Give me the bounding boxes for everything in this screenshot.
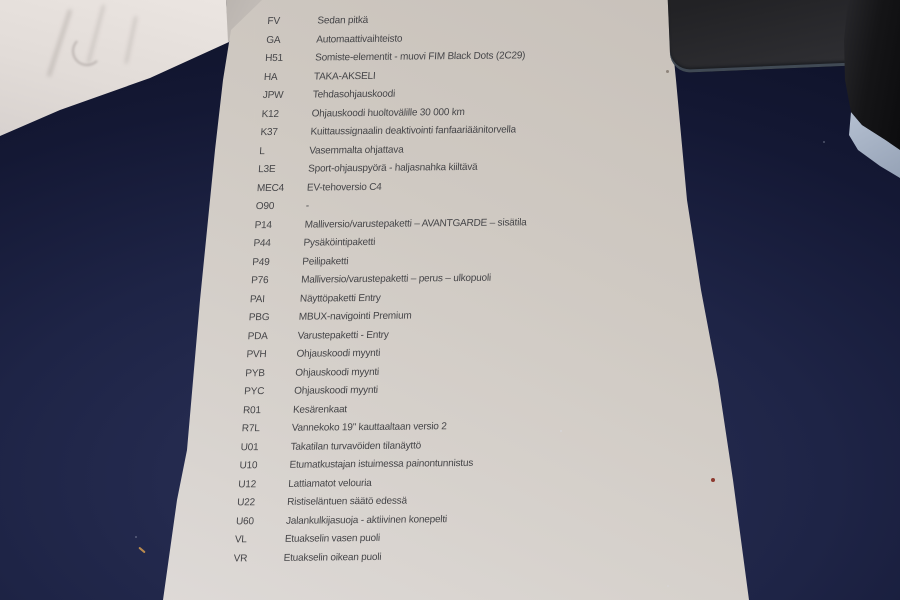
option-description: Ohjauskoodi huoltovälille 30 000 km: [311, 106, 466, 120]
option-code: U10: [239, 460, 258, 472]
option-code: P76: [250, 275, 269, 287]
option-code: GA: [265, 34, 281, 46]
option-description: Ristiseläntuen säätö edessä: [286, 495, 408, 508]
option-code: R7L: [241, 423, 260, 435]
desk-fleck: [138, 547, 145, 554]
dust-speck: [667, 585, 669, 587]
option-description: Näyttöpaketti Entry: [299, 292, 382, 305]
option-description: Lattiamatot velouria: [287, 477, 372, 490]
option-description: Kesärenkaat: [292, 403, 348, 416]
option-code: JPW: [262, 89, 284, 102]
option-description: Kuittaussignaalin deaktivointi fanfaariäänitorvella: [310, 124, 517, 138]
option-code: U12: [237, 478, 257, 490]
option-description: Ohjauskoodi myynti: [294, 366, 380, 379]
option-description: Malliversio/varustepaketti – AVANTGARDE – sisätila: [304, 216, 527, 231]
dust-speck: [560, 430, 562, 432]
option-description: Varustepaketti - Entry: [297, 329, 390, 342]
option-description: Malliversio/varustepaketti – perus – ulkopuoli: [300, 272, 492, 286]
option-description: Pysäköintipaketti: [303, 236, 376, 249]
option-code: VL: [234, 534, 248, 546]
option-code: VR: [233, 552, 248, 564]
option-code: O90: [255, 200, 275, 213]
dust-speck: [135, 536, 137, 538]
option-code: FV: [267, 15, 281, 28]
paper-crease-mark: [72, 36, 102, 66]
option-description: Vasemmalta ohjattava: [308, 144, 404, 157]
option-description: Etuakselin oikean puoli: [283, 551, 382, 564]
option-code: U22: [236, 497, 256, 509]
option-code: PVH: [246, 349, 267, 361]
option-description: Peilipaketti: [301, 255, 349, 268]
option-code: MEC4: [256, 182, 285, 194]
show-through-mark: [125, 16, 137, 63]
option-description: Tehdasohjauskoodi: [312, 88, 396, 101]
dust-speck: [823, 141, 825, 143]
option-description: Vannekoko 19" kauttaaltaan versio 2: [291, 421, 447, 434]
option-description: Sport-ohjauspyörä - haljasnahka kiiltävä: [307, 161, 478, 175]
option-description: EV-tehoversio C4: [306, 181, 382, 194]
option-code: P44: [253, 237, 272, 250]
option-description: MBUX-navigointi Premium: [298, 310, 412, 323]
option-description: Ohjauskoodi myynti: [293, 384, 379, 397]
option-code: HA: [263, 71, 278, 83]
option-code: PBG: [248, 311, 270, 324]
option-code: U01: [240, 441, 259, 453]
option-code: P49: [251, 256, 270, 268]
option-description: Sedan pitkä: [317, 14, 369, 27]
paper-speck: [666, 70, 669, 73]
option-description: Etumatkustajan istuimessa painontunnistus: [289, 457, 474, 471]
option-description: TAKA-AKSELI: [313, 70, 376, 83]
option-code: H51: [264, 52, 284, 65]
option-description: Ohjauskoodi myynti: [296, 347, 381, 360]
code-list: [233, 9, 688, 569]
option-description: Takatilan turvavöiden tilanäyttö: [290, 439, 422, 453]
option-code: U60: [235, 515, 255, 527]
option-code: K12: [261, 108, 280, 120]
option-code: L3E: [257, 163, 276, 176]
red-speck: [711, 478, 715, 482]
option-description: Etuakselin vasen puoli: [284, 532, 381, 545]
option-description: -: [305, 200, 310, 212]
option-code: PYC: [243, 386, 265, 398]
option-code: P14: [254, 219, 273, 231]
option-code: L: [258, 145, 266, 157]
option-code: K37: [260, 126, 279, 139]
option-code: PYB: [244, 367, 266, 379]
option-code: PAI: [249, 293, 266, 305]
option-description: Somiste-elementit - muovi FIM Black Dots (2C29): [314, 50, 526, 64]
option-description: Automaattivaihteisto: [315, 33, 403, 45]
show-through-mark: [47, 9, 71, 77]
option-description: Jalankulkijasuoja - aktiivinen konepelti: [285, 513, 448, 527]
option-code: R01: [242, 404, 262, 416]
option-code: PDA: [247, 330, 268, 342]
